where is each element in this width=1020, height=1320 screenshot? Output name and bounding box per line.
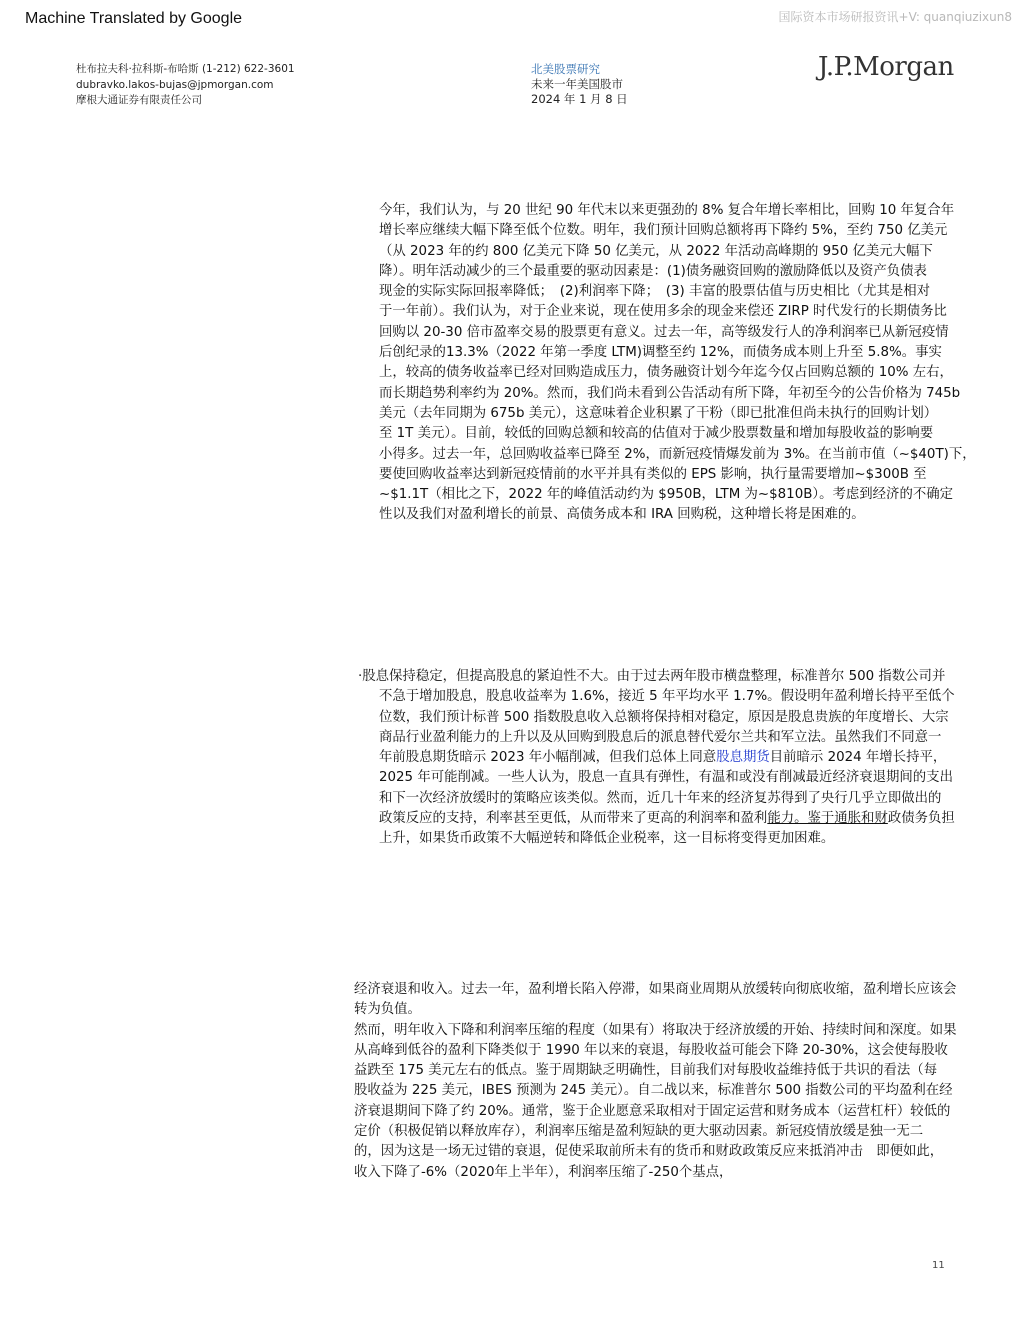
report-header xyxy=(531,62,628,107)
text-line xyxy=(358,809,955,829)
text-line: 回购以 20-30 倍市盈率交易的股票更有意义。过去一年，高等级发行人的净利润率已从新冠疫情 xyxy=(379,324,949,340)
recession-earnings-paragraph xyxy=(354,980,957,1183)
text-line: 定价（积极促销以释放库存），利润率压缩是盈利短缺的更大驱动因素。新冠疫情放缓是独一无二 xyxy=(354,1124,924,1140)
text-line xyxy=(358,748,955,768)
buybacks-paragraph xyxy=(379,201,976,526)
text-line: 收入下降了-6%（2020年上半年），利润率压缩了-250个基点， xyxy=(354,1164,733,1180)
text-line: 至 1T 美元）。目前，较低的回购总额和较高的估值对于减少股票数量和增加每股收益的影响要 xyxy=(379,426,934,442)
text-line: 而长期趋势利率约为 20%。然而，我们尚未看到公告活动有所下降，年初至今的公告价格为 745b xyxy=(379,385,961,401)
text-line: 益跌至 175 美元左右的低点。鉴于周期缺乏明确性，目前我们对每股收益维持低于共识的看法（每 xyxy=(354,1063,938,1079)
text-line: 2025 年可能削减。一些人认为，股息一直具有弹性，有温和或没有削减最近经济衰退期间的支出 xyxy=(379,770,953,786)
text-line: （从 2023 年的约 800 亿美元下降 50 亿美元，从 2022 年活动高峰期的 950 亿美元大幅下 xyxy=(379,243,933,259)
text-line: 不急于增加股息，股息收益率为 1.6%，接近 5 年平均水平 1.7%。假设明年盈利增长持平至低个 xyxy=(379,689,955,705)
underlined-link[interactable]: 能力。鉴于通胀和财 xyxy=(767,811,888,827)
machine-translation-banner: Machine Translated by Google xyxy=(25,10,243,27)
jpmorgan-logo: J.P.Morgan xyxy=(818,52,954,82)
text-line: 经济衰退和收入。过去一年，盈利增长陷入停滞，如果商业周期从放缓转向彻底收缩，盈利增长应该会 xyxy=(354,982,957,997)
text-line: ~$1.1T（相比之下，2022 年的峰值活动约为 $950B，LTM 为~$810B）。考虑到经济的不确定 xyxy=(379,487,954,503)
report-title: 未来一年美国股市 xyxy=(531,77,623,91)
text-line: 和下一次经济放缓时的策略应该类似。然而，近几十年来的经济复苏得到了央行几乎立即做出的 xyxy=(379,790,942,806)
text-line: 要使回购收益率达到新冠疫情前的水平并具有类似的 EPS 影响，执行量需要增加~$300B 至 xyxy=(379,466,927,482)
dividends-paragraph xyxy=(358,667,955,850)
text-segment: 政债务负担 xyxy=(887,811,955,827)
text-line: 现金的实际实际回报率降低； (2)利润率下降； (3) 丰富的股票估值与历史相比（尤其是相对 xyxy=(379,284,931,300)
text-line: 从高峰到低谷的盈利下降类似于 1990 年以来的衰退，每股收益可能会下降 20-30%，这会使每股收 xyxy=(354,1042,948,1058)
text-line: 增长率应继续大幅下降至低个位数。明年，我们预计回购总额将再下降约 5%，至约 750 亿美元 xyxy=(379,223,948,239)
text-line: 位数，我们预计标普 500 指数股息收入总额将保持相对稳定，原因是股息贵族的年度增长、大宗 xyxy=(379,709,949,725)
text-line: 股收益为 225 美元，IBES 预测为 245 美元）。自二战以来，标准普尔 500 指数公司的平均盈利在经 xyxy=(354,1083,953,1099)
watermark-text: 国际资本市场研报资讯+V: quanqiuzixun8 xyxy=(778,10,1012,24)
text-segment: 政策反应的支持，利率甚至更低，从而带来了更高的利润率和盈利 xyxy=(379,811,768,827)
text-line: 美元（去年同期为 675b 美元），这意味着企业积累了干粉（即已批准但尚未执行的回购计划） xyxy=(379,405,938,421)
dividend-futures-link[interactable]: 股息期货 xyxy=(716,750,770,766)
text-line: 商品行业盈利能力的上升以及从回购到股息后的派息替代爱尔兰共和军立法。虽然我们不同意一 xyxy=(379,729,942,745)
text-line: 性以及我们对盈利增长的前景、高债务成本和 IRA 回购税，这种增长将是困难的。 xyxy=(379,507,865,523)
text-line: 转为负值。 xyxy=(354,1002,421,1018)
research-section-link[interactable]: 北美股票研究 xyxy=(531,62,600,76)
text-line: 降）。明年活动减少的三个最重要的驱动因素是：(1)债务融资回购的激励降低以及资产负债表 xyxy=(379,263,927,279)
page-number: 11 xyxy=(932,1260,945,1271)
text-line: 小得多。过去一年，总回购收益率已降至 2%，而新冠疫情爆发前为 3%。在当前市值（~$40T)下， xyxy=(379,446,976,462)
text-line: 上，较高的债务收益率已经对回购造成压力，债务融资计划今年迄今仅占回购总额的 10% 左右， xyxy=(379,365,953,381)
text-line: 然而，明年收入下降和利润率压缩的程度（如果有）将取决于经济放缓的开始、持续时间和深度。如果 xyxy=(354,1022,957,1038)
analyst-name-phone: 杜布拉夫科·拉科斯-布哈斯 (1-212) 622-3601 xyxy=(76,63,295,75)
text-line: 济衰退期间下降了约 20%。通常，鉴于企业愿意采取相对于固定运营和财务成本（运营杠杆）较低的 xyxy=(354,1103,951,1119)
text-segment: 年前股息期货暗示 2023 年小幅削减，但我们总体上同意 xyxy=(379,750,717,766)
text-line: 今年，我们认为，与 20 世纪 90 年代末以来更强劲的 8% 复合年增长率相比，回购 10 年复合年 xyxy=(379,203,955,218)
report-date: 2024 年 1 月 8 日 xyxy=(531,92,628,106)
text-line: ·股息保持稳定，但提高股息的紧迫性不大。由于过去两年股市横盘整理，标准普尔 500 指数公司并 xyxy=(358,669,946,684)
text-segment: 目前暗示 2024 年增长持平， xyxy=(769,750,947,766)
analyst-email-link[interactable]: dubravko.lakos-bujas@jpmorgan.com xyxy=(76,78,274,91)
analyst-firm: 摩根大通证券有限责任公司 xyxy=(76,94,202,106)
text-line: 于一年前）。我们认为，对于企业来说，现在使用多余的现金来偿还 ZIRP 时代发行的长期债务比 xyxy=(379,304,947,320)
text-line: 上升，如果货币政策不大幅逆转和降低企业税率，这一目标将变得更加困难。 xyxy=(379,831,835,847)
analyst-contact-block xyxy=(76,62,295,109)
text-line: 的，因为这是一场无过错的衰退，促使采取前所未有的货币和财政政策反应来抵消冲击 即便如此， xyxy=(354,1144,944,1160)
text-line: 后创纪录的13.3%（2022 年第一季度 LTM)调整至约 12%，而债务成本则上升至 5.8%。事实 xyxy=(379,345,942,361)
